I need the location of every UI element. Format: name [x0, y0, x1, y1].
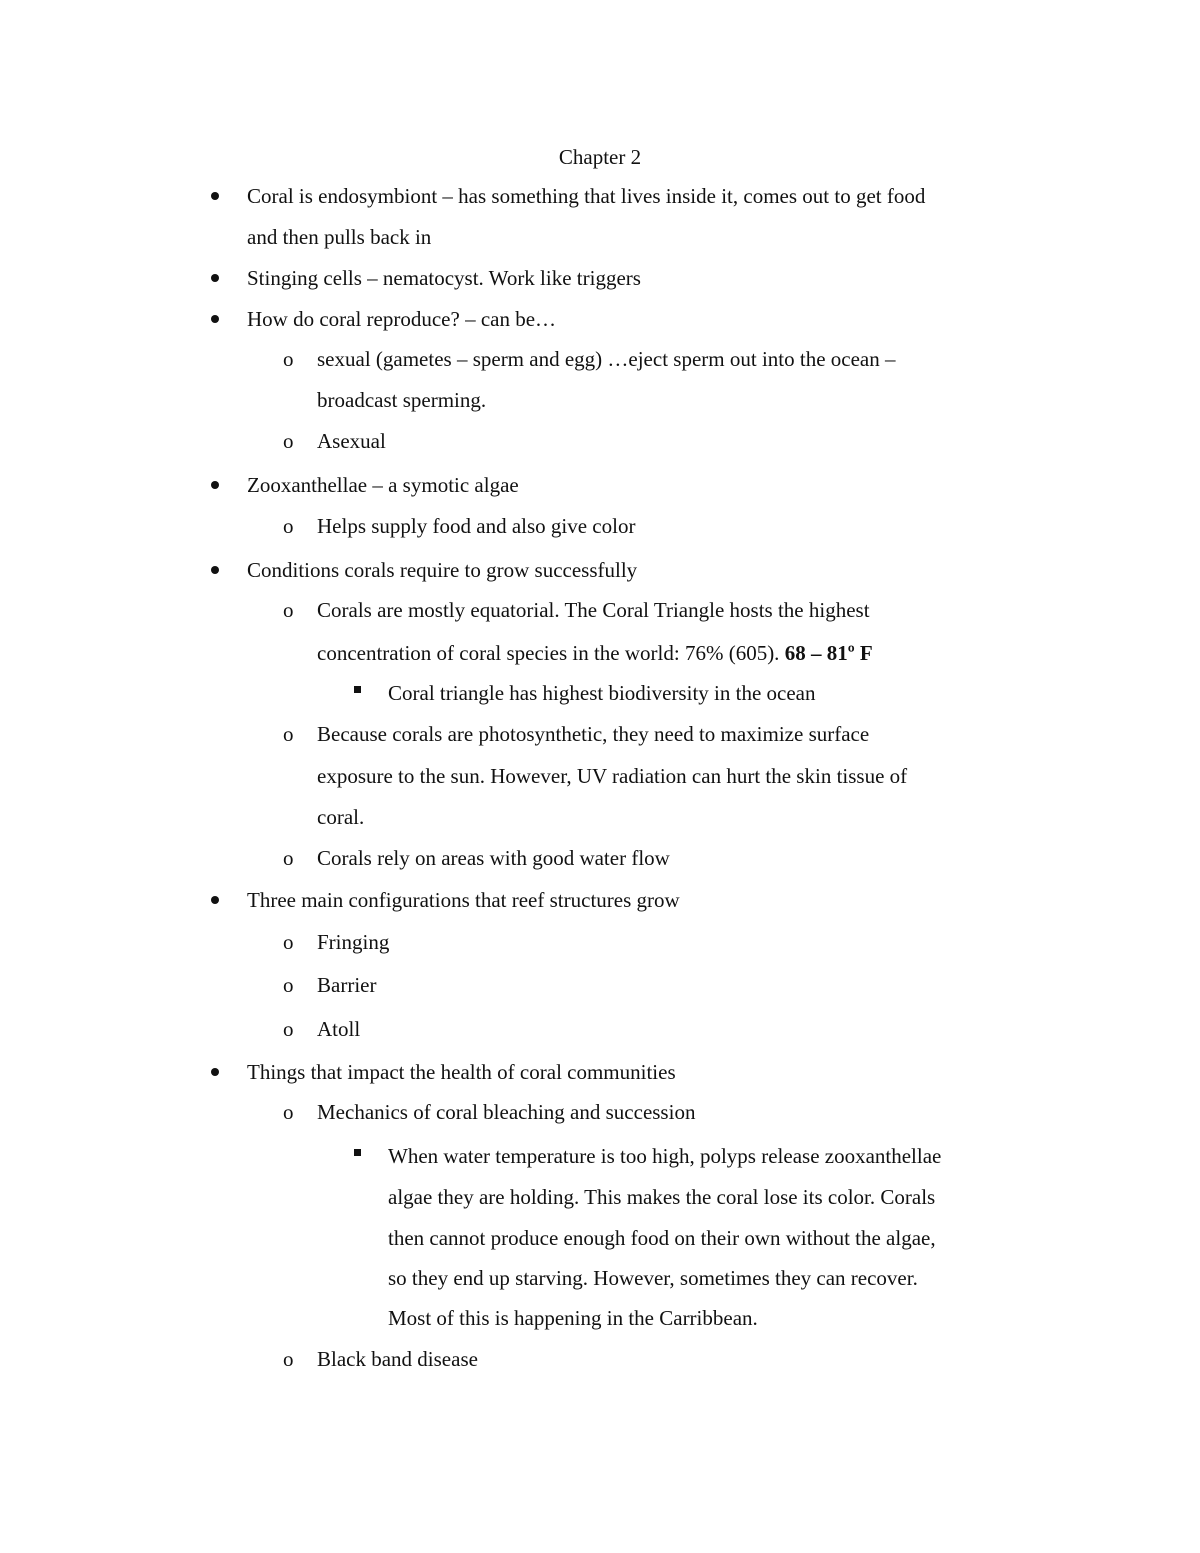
bullet-icon	[211, 274, 219, 282]
sub-list-item-continuation: coral.	[317, 805, 365, 829]
sub-list-item-text: concentration of coral species in the world: 76% (605).	[317, 641, 785, 665]
list-item: Things that impact the health of coral communities	[247, 1060, 676, 1084]
sub-list-item: Atoll	[317, 1017, 361, 1041]
circle-bullet-icon: o	[283, 722, 294, 746]
sub-sub-list-item-continuation: then cannot produce enough food on their own without the algae,	[388, 1226, 936, 1250]
circle-bullet-icon: o	[283, 973, 294, 997]
bullet-icon	[211, 315, 219, 323]
list-item: How do coral reproduce? – can be…	[247, 307, 557, 331]
circle-bullet-icon: o	[283, 429, 294, 453]
list-item: Coral is endosymbiont – has something that lives inside it, comes out to get food	[247, 184, 926, 208]
circle-bullet-icon: o	[283, 930, 294, 954]
sub-list-item-continuation: exposure to the sun. However, UV radiation can hurt the skin tissue of	[317, 764, 908, 788]
sub-list-item: Corals are mostly equatorial. The Coral Triangle hosts the highest	[317, 598, 870, 622]
sub-list-item: Black band disease	[317, 1347, 478, 1371]
circle-bullet-icon: o	[283, 1347, 294, 1371]
sub-sub-list-item-continuation: so they end up starving. However, sometimes they can recover.	[388, 1266, 918, 1290]
list-item: Zooxanthellae – a symotic algae	[247, 473, 519, 497]
sub-list-item: Barrier	[317, 973, 377, 997]
square-bullet-icon	[354, 1149, 361, 1156]
sub-list-item: sexual (gametes – sperm and egg) …eject sperm out into the ocean –	[317, 347, 896, 371]
sub-list-item-continuation	[317, 633, 873, 674]
circle-bullet-icon: o	[283, 1100, 294, 1124]
sub-list-item: Because corals are photosynthetic, they need to maximize surface	[317, 722, 870, 746]
circle-bullet-icon: o	[283, 1017, 294, 1041]
sub-list-item: Corals rely on areas with good water flow	[317, 846, 670, 870]
circle-bullet-icon: o	[283, 846, 294, 870]
bullet-icon	[211, 192, 219, 200]
sub-list-item: Asexual	[317, 429, 386, 453]
page-title: Chapter 2	[558, 145, 642, 169]
sub-sub-list-item-continuation: algae they are holding. This makes the coral lose its color. Corals	[388, 1185, 936, 1209]
bullet-icon	[211, 1068, 219, 1076]
bullet-icon	[211, 896, 219, 904]
sub-sub-list-item: Coral triangle has highest biodiversity in the ocean	[388, 681, 816, 705]
list-item: Three main configurations that reef structures grow	[247, 888, 680, 912]
list-item-continuation: and then pulls back in	[247, 225, 432, 249]
sub-list-item: Helps supply food and also give color	[317, 514, 636, 538]
square-bullet-icon	[354, 686, 361, 693]
sub-list-item: Fringing	[317, 930, 390, 954]
list-item: Stinging cells – nematocyst. Work like triggers	[247, 266, 641, 290]
sub-list-item: Mechanics of coral bleaching and succession	[317, 1100, 696, 1124]
bullet-icon	[211, 481, 219, 489]
sub-sub-list-item-continuation: Most of this is happening in the Carribbean.	[388, 1306, 758, 1330]
circle-bullet-icon: o	[283, 514, 294, 538]
circle-bullet-icon: o	[283, 598, 294, 622]
bullet-icon	[211, 566, 219, 574]
list-item: Conditions corals require to grow successfully	[247, 558, 638, 582]
circle-bullet-icon: o	[283, 347, 294, 371]
temperature-range: 68 – 81º F	[784, 641, 873, 665]
sub-sub-list-item: When water temperature is too high, polyps release zooxanthellae	[388, 1144, 942, 1168]
sub-list-item-continuation: broadcast sperming.	[317, 388, 487, 412]
